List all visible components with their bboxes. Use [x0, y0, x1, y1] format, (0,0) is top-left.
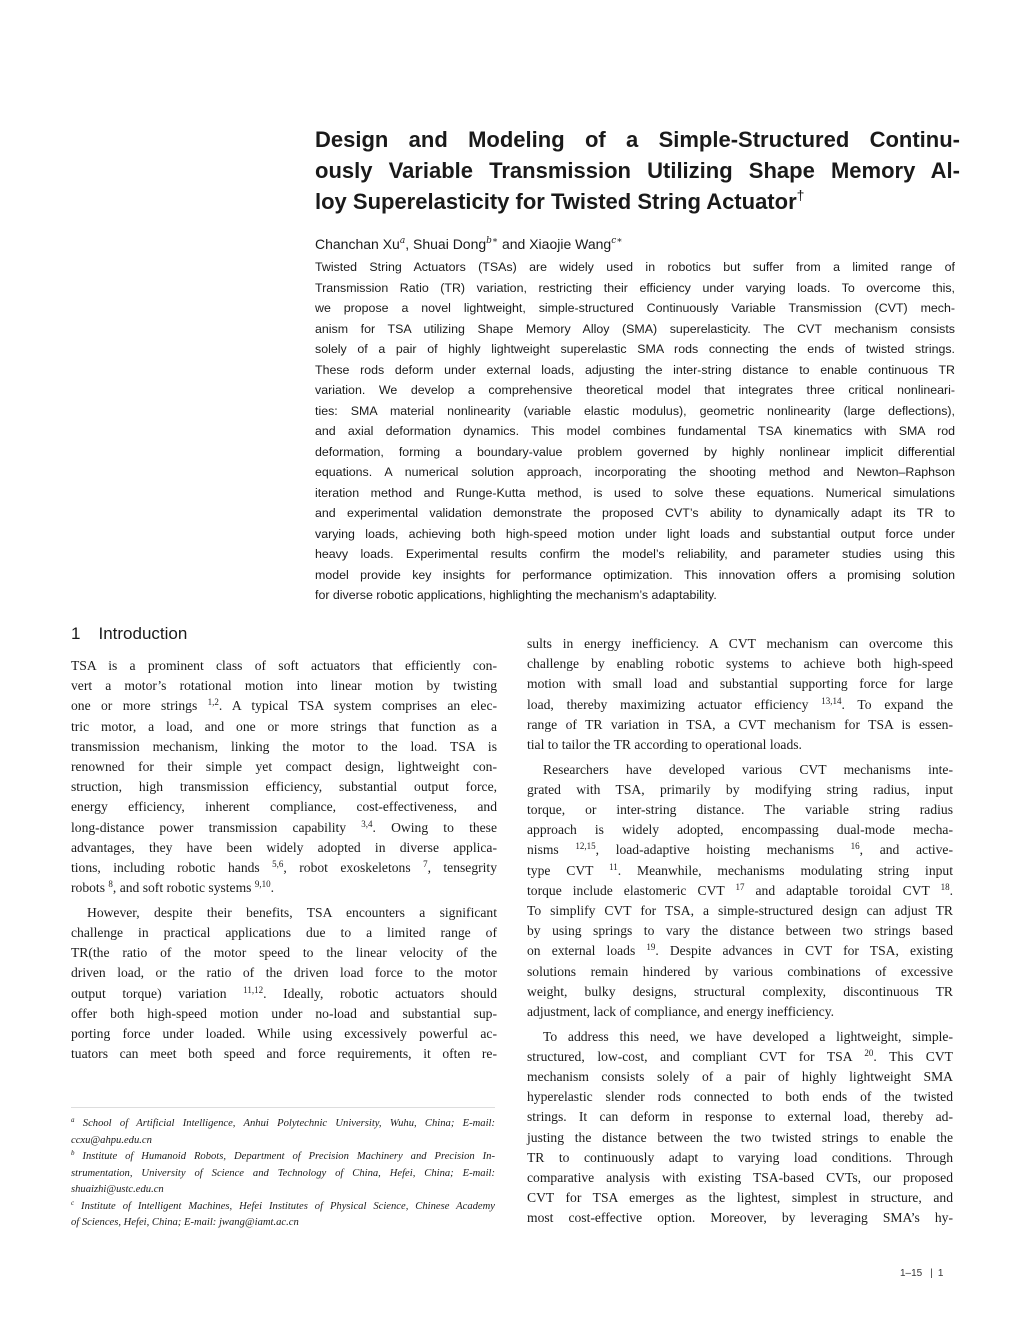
text-segment: offer both high-speed motion under no-load and substantial sup-	[71, 1005, 497, 1021]
text-segment: heavy loads. Experimental results confirm the model’s reliability, and parameter studies using this	[315, 547, 955, 561]
text-segment: energy efficiency, inherent compliance, cost-effectiveness, and	[71, 799, 497, 815]
left-column	[71, 656, 497, 1069]
citation-superscript: 13,14	[821, 695, 842, 706]
text-segment: grated with TSA, primarily by modifying string radius, input	[527, 781, 953, 797]
text-line	[527, 861, 953, 881]
paragraph	[71, 903, 497, 1065]
text-segment: .	[949, 882, 953, 898]
text-line	[71, 984, 497, 1004]
text-line	[71, 737, 497, 757]
text-segment: most cost-effective option. Moreover, by leveraging SMA’s hy-	[527, 1210, 953, 1226]
citation-superscript: 5,6	[272, 858, 284, 869]
citation-superscript: a	[71, 1116, 75, 1124]
text-segment: and axial deformation dynamics. This model combines fundamental TSA kinematics with SMA rod	[315, 424, 955, 438]
text-segment: torque include elastomeric CVT	[527, 882, 736, 898]
text-line	[71, 1149, 495, 1166]
text-segment: varying loads, achieving both high-speed motion under light loads and substantial output force under	[315, 526, 955, 541]
text-line	[71, 1166, 495, 1183]
text-line	[315, 257, 955, 278]
author-separator: and	[498, 236, 530, 252]
citation-superscript: 9,10	[254, 879, 271, 890]
citation-superscript: 1,2	[207, 697, 219, 708]
section-number: 1	[71, 624, 81, 643]
text-line	[71, 1199, 495, 1216]
text-segment: .	[270, 880, 275, 896]
citation-superscript: 16	[850, 841, 860, 852]
text-segment: advantages, they have been widely adopted in diverse applica-	[71, 839, 497, 855]
text-line	[315, 380, 955, 401]
text-segment: robots	[71, 880, 109, 896]
section-title: Introduction	[98, 624, 188, 643]
right-column	[527, 634, 953, 1233]
text-line	[315, 565, 955, 586]
text-segment: However, despite their benefits, TSA encounters a significant	[87, 904, 497, 920]
text-line	[527, 962, 953, 982]
text-line	[527, 1027, 953, 1047]
text-line	[71, 963, 497, 983]
citation-superscript: 11,12	[243, 984, 264, 995]
footnotes	[71, 1116, 495, 1232]
text-line	[527, 1067, 953, 1087]
text-segment: ties: SMA material nonlinearity (variable elastic modulus), geometric nonlinearity (large deflections),	[315, 403, 955, 418]
citation-superscript: 8	[108, 879, 113, 890]
text-segment: tions, including robotic hands	[71, 859, 273, 875]
text-line	[315, 360, 955, 381]
text-segment: renowned for their simple yet compact design, lightweight con-	[71, 758, 497, 774]
text-segment: anism for TSA utilizing Shape Memory Alloy (SMA) superelasticity. The CVT mechanism consists	[315, 321, 955, 336]
text-line	[71, 797, 497, 817]
text-line	[527, 1002, 953, 1022]
text-line	[527, 1148, 953, 1168]
text-segment: weight, bulky designs, structural complexity, discontinuous TR	[527, 983, 953, 999]
text-segment: driven load, or the ratio of the driven load force to the motor	[71, 965, 497, 981]
citation-superscript: 7	[423, 858, 428, 869]
text-line	[315, 421, 955, 442]
text-segment: Institute of Intelligent Machines, Hefei Institutes of Physical Science, Chinese Academy	[74, 1200, 495, 1212]
citation-superscript: 3,4	[361, 818, 373, 829]
text-line	[315, 544, 955, 565]
text-line	[527, 1128, 953, 1148]
text-segment: , tensegrity	[427, 859, 498, 875]
text-line	[527, 674, 953, 694]
text-segment: motion with small load and substantial supporting force for large	[527, 676, 953, 692]
text-segment: iteration method and Runge-Kutta method, is used to solve these equations. Numerical simulations	[315, 485, 955, 500]
text-segment: , robot exoskeletons	[283, 859, 424, 875]
text-segment: challenge by enabling robotic systems to achieve both high-speed	[527, 656, 953, 672]
text-segment: vert a motor’s rotational motion into linear motion by twisting	[71, 678, 497, 694]
page-number	[900, 1268, 943, 1279]
text-line	[315, 585, 955, 606]
text-segment: School of Artificial Intelligence, Anhui Polytechnic University, Wuhu, China; E-mail:	[74, 1118, 495, 1129]
author-name: Shuai Dong	[413, 236, 487, 252]
text-segment: Twisted String Actuators (TSAs) are widely used in robotics but suffer from a limited range of	[315, 260, 955, 274]
text-segment: equations. A numerical solution approach, incorporating the shooting method and Newton–Raphson	[315, 465, 955, 479]
footnote-divider	[71, 1107, 495, 1108]
text-segment: by using springs to vary the distance between two strings based	[527, 923, 953, 939]
citation-superscript: 18	[940, 881, 950, 892]
text-line	[71, 943, 497, 963]
text-line	[71, 1024, 497, 1044]
text-line	[71, 858, 497, 878]
text-segment: nisms	[527, 842, 576, 858]
text-segment: . A typical TSA system comprises an elec-	[218, 698, 498, 714]
text-line	[71, 757, 497, 777]
text-segment: Institute of Humanoid Robots, Department of Precision Machinery and Precision In-	[74, 1151, 495, 1162]
text-line	[315, 278, 955, 299]
text-segment: challenge in practical applications due to a limited range of	[71, 924, 497, 940]
text-line	[527, 695, 953, 715]
text-line	[71, 1116, 495, 1133]
text-segment: one or more strings	[71, 698, 208, 714]
text-line	[315, 319, 955, 340]
paragraph	[527, 634, 953, 755]
text-line	[527, 901, 953, 921]
text-line	[315, 339, 955, 360]
text-segment: . Meanwhile, mechanisms modulating string input	[617, 862, 953, 878]
text-line	[527, 800, 953, 820]
title-line: ously Variable Transmission Utilizing Shape Memory Al-	[315, 158, 960, 183]
text-segment: approach is widely adopted, encompassing dual-mode mecha-	[527, 822, 953, 838]
paragraph	[527, 760, 953, 1022]
text-segment: , load-adaptive hoisting mechanisms	[595, 842, 851, 858]
text-line	[71, 656, 497, 676]
text-segment: deformation, forming a boundary-value problem governed by highly nonlinear implicit differential	[315, 444, 955, 459]
author-affiliation-mark: a	[399, 236, 406, 246]
text-segment: model provide key insights for performance optimization. This innovation offers a promising solution	[315, 567, 955, 582]
text-line	[71, 903, 497, 923]
text-segment: tial to tailor the TR according to operational loads.	[527, 736, 802, 752]
page-range: 1–15	[900, 1268, 923, 1279]
text-segment: struction, high transmission efficiency, substantial output force,	[71, 779, 497, 795]
text-line	[315, 442, 955, 463]
paragraph	[527, 1027, 953, 1229]
paragraph	[71, 656, 497, 898]
text-line	[527, 1188, 953, 1208]
author-affiliation-mark: b∗	[486, 236, 499, 246]
text-segment: on external loads	[527, 943, 647, 959]
text-segment: strings. It can deform in response to external load, thereby ad-	[527, 1109, 953, 1125]
title-line: Design and Modeling of a Simple-Structured Continu-	[315, 127, 960, 152]
text-line	[315, 401, 955, 422]
text-line	[71, 838, 497, 858]
text-segment: comparative analysis with existing TSA-based CVTs, our proposed	[527, 1169, 953, 1185]
text-line	[527, 715, 953, 735]
text-line	[527, 921, 953, 941]
text-segment: To simplify CVT for TSA, a simple-structured design can adjust TR	[527, 902, 953, 918]
footnote	[71, 1199, 495, 1232]
text-line	[527, 1168, 953, 1188]
text-segment: solely of a pair of highly lightweight superelastic SMA rods connecting the ends of twisted strings.	[315, 342, 955, 356]
text-line	[71, 777, 497, 797]
text-segment: output torque) variation	[71, 985, 244, 1001]
section-heading	[71, 624, 187, 644]
paper-title	[315, 124, 960, 217]
text-line	[315, 524, 955, 545]
text-line	[527, 735, 953, 755]
citation-superscript: c	[71, 1198, 75, 1207]
text-segment: CVT for TSA emerges as the lightest, simplest in structure, and	[527, 1190, 953, 1206]
text-segment: Researchers have developed various CVT mechanisms inte-	[543, 761, 953, 777]
text-segment: torque, or inter-string distance. The variable string radius	[527, 802, 953, 817]
text-line	[527, 1107, 953, 1127]
text-segment: sults in energy inefficiency. A CVT mechanism can overcome this	[527, 636, 953, 651]
text-segment: . Despite advances in CVT for TSA, existing	[655, 943, 953, 959]
text-segment: we propose a novel lightweight, simple-structured Continuously Variable Transmission (CVT) mech-	[315, 301, 955, 315]
text-line	[527, 654, 953, 674]
text-segment: load, thereby maximizing actuator efficiency	[527, 696, 822, 712]
text-segment: tuators can meet both speed and force requirements, it often re-	[71, 1046, 497, 1062]
author-list	[315, 236, 622, 252]
text-line	[71, 1044, 497, 1064]
text-line	[527, 780, 953, 800]
text-segment: for diverse robotic applications, highlighting the mechanism’s adaptability.	[315, 588, 717, 602]
author-separator: ,	[405, 236, 413, 252]
text-segment: hyperelastic slender rods connected to both ends of the twisted	[527, 1089, 953, 1105]
text-line	[71, 818, 497, 838]
text-line	[527, 820, 953, 840]
text-segment: TR(the ratio of the motor speed to the linear velocity of the	[71, 945, 497, 961]
abstract	[315, 257, 955, 606]
page-separator: |	[930, 1268, 933, 1279]
text-segment: of Sciences, Hefei, China; E-mail: jwang@iamt.ac.cn	[71, 1217, 299, 1228]
citation-superscript: 12,15	[575, 841, 596, 852]
text-segment: justing the distance between the two twisted strings to enable the	[527, 1129, 953, 1145]
text-line	[71, 717, 497, 737]
title-dagger: †	[796, 187, 805, 203]
citation-superscript: 17	[735, 881, 745, 892]
text-segment: . Owing to these	[372, 819, 497, 835]
text-segment: To address this need, we have developed a lightweight, simple-	[543, 1028, 953, 1044]
text-line	[315, 462, 955, 483]
title-line	[315, 186, 960, 217]
text-segment: long-distance power transmission capability	[71, 819, 362, 835]
author-name: Xiaojie Wang	[529, 236, 612, 252]
text-segment: transmission mechanism, linking the motor to the load. TSA is	[71, 738, 497, 754]
text-line	[315, 503, 955, 524]
text-segment: and adaptable toroidal CVT	[744, 882, 941, 898]
text-line	[71, 878, 497, 898]
author-name: Chanchan Xu	[315, 236, 400, 252]
text-segment: mechanism consists solely of a pair of highly lightweight SMA	[527, 1068, 953, 1084]
title-line-text: loy Superelasticity for Twisted String Actuator	[315, 189, 797, 214]
text-segment: shuaizhi@ustc.edu.cn	[71, 1184, 164, 1195]
citation-superscript: 19	[646, 942, 656, 953]
text-line	[315, 483, 955, 504]
text-line	[527, 941, 953, 961]
text-line	[71, 1133, 495, 1150]
text-segment: tric motor, a load, and one or more strings that function as a	[71, 718, 497, 734]
text-line	[527, 1208, 953, 1228]
text-line	[527, 1047, 953, 1067]
text-segment: TSA is a prominent class of soft actuators that efficiently con-	[71, 658, 497, 673]
text-segment: structured, low-cost, and compliant CVT for TSA	[527, 1048, 865, 1064]
citation-superscript: b	[71, 1149, 75, 1157]
text-line	[527, 982, 953, 1002]
text-segment: porting force under loaded. While using excessively powerful ac-	[71, 1025, 497, 1041]
text-segment: These rods deform under external loads, adjusting the inter-string distance to enable continuous TR	[315, 362, 955, 377]
text-segment: , and active-	[859, 842, 953, 858]
text-line	[71, 923, 497, 943]
author-affiliation-mark: c∗	[611, 236, 623, 246]
text-segment: solutions remain hindered by various combinations of excessive	[527, 963, 953, 979]
text-segment: . Ideally, robotic actuators should	[263, 985, 497, 1001]
text-segment: , and soft robotic systems	[112, 880, 255, 896]
text-line	[71, 1182, 495, 1199]
text-line	[527, 634, 953, 654]
text-segment: . This CVT	[873, 1048, 953, 1064]
text-segment: adjustment, lack of compliance, and energy inefficiency.	[527, 1003, 835, 1019]
text-segment: Transmission Ratio (TR) variation, restricting their efficiency under varying loads. To overcome this,	[315, 280, 955, 295]
page-current: 1	[937, 1268, 944, 1279]
text-segment: and experimental validation demonstrate the proposed CVT’s ability to dynamically adapt its TR to	[315, 506, 955, 520]
text-segment: range of TR variation in TSA, a CVT mechanism for TSA is essen-	[527, 716, 953, 732]
text-line	[315, 298, 955, 319]
text-line	[527, 1087, 953, 1107]
text-line	[71, 696, 497, 716]
text-segment: variation. We develop a comprehensive theoretical model that integrates three critical nonlineari-	[315, 383, 955, 397]
text-line	[527, 760, 953, 780]
text-line	[527, 881, 953, 901]
text-segment: TR to continuously adapt to varying load conditions. Through	[527, 1149, 953, 1165]
text-line	[71, 1215, 495, 1232]
footnote	[71, 1116, 495, 1149]
text-line	[71, 1004, 497, 1024]
text-line	[527, 840, 953, 860]
text-segment: type CVT	[527, 862, 610, 878]
text-line	[71, 676, 497, 696]
citation-superscript: 11	[609, 861, 618, 872]
text-segment: . To expand the	[841, 696, 953, 712]
footnote	[71, 1149, 495, 1199]
text-segment: strumentation, University of Science and Technology of China, Hefei, China; E-mail:	[71, 1167, 495, 1179]
text-segment: ccxu@ahpu.edu.cn	[71, 1134, 152, 1146]
citation-superscript: 20	[864, 1047, 874, 1058]
